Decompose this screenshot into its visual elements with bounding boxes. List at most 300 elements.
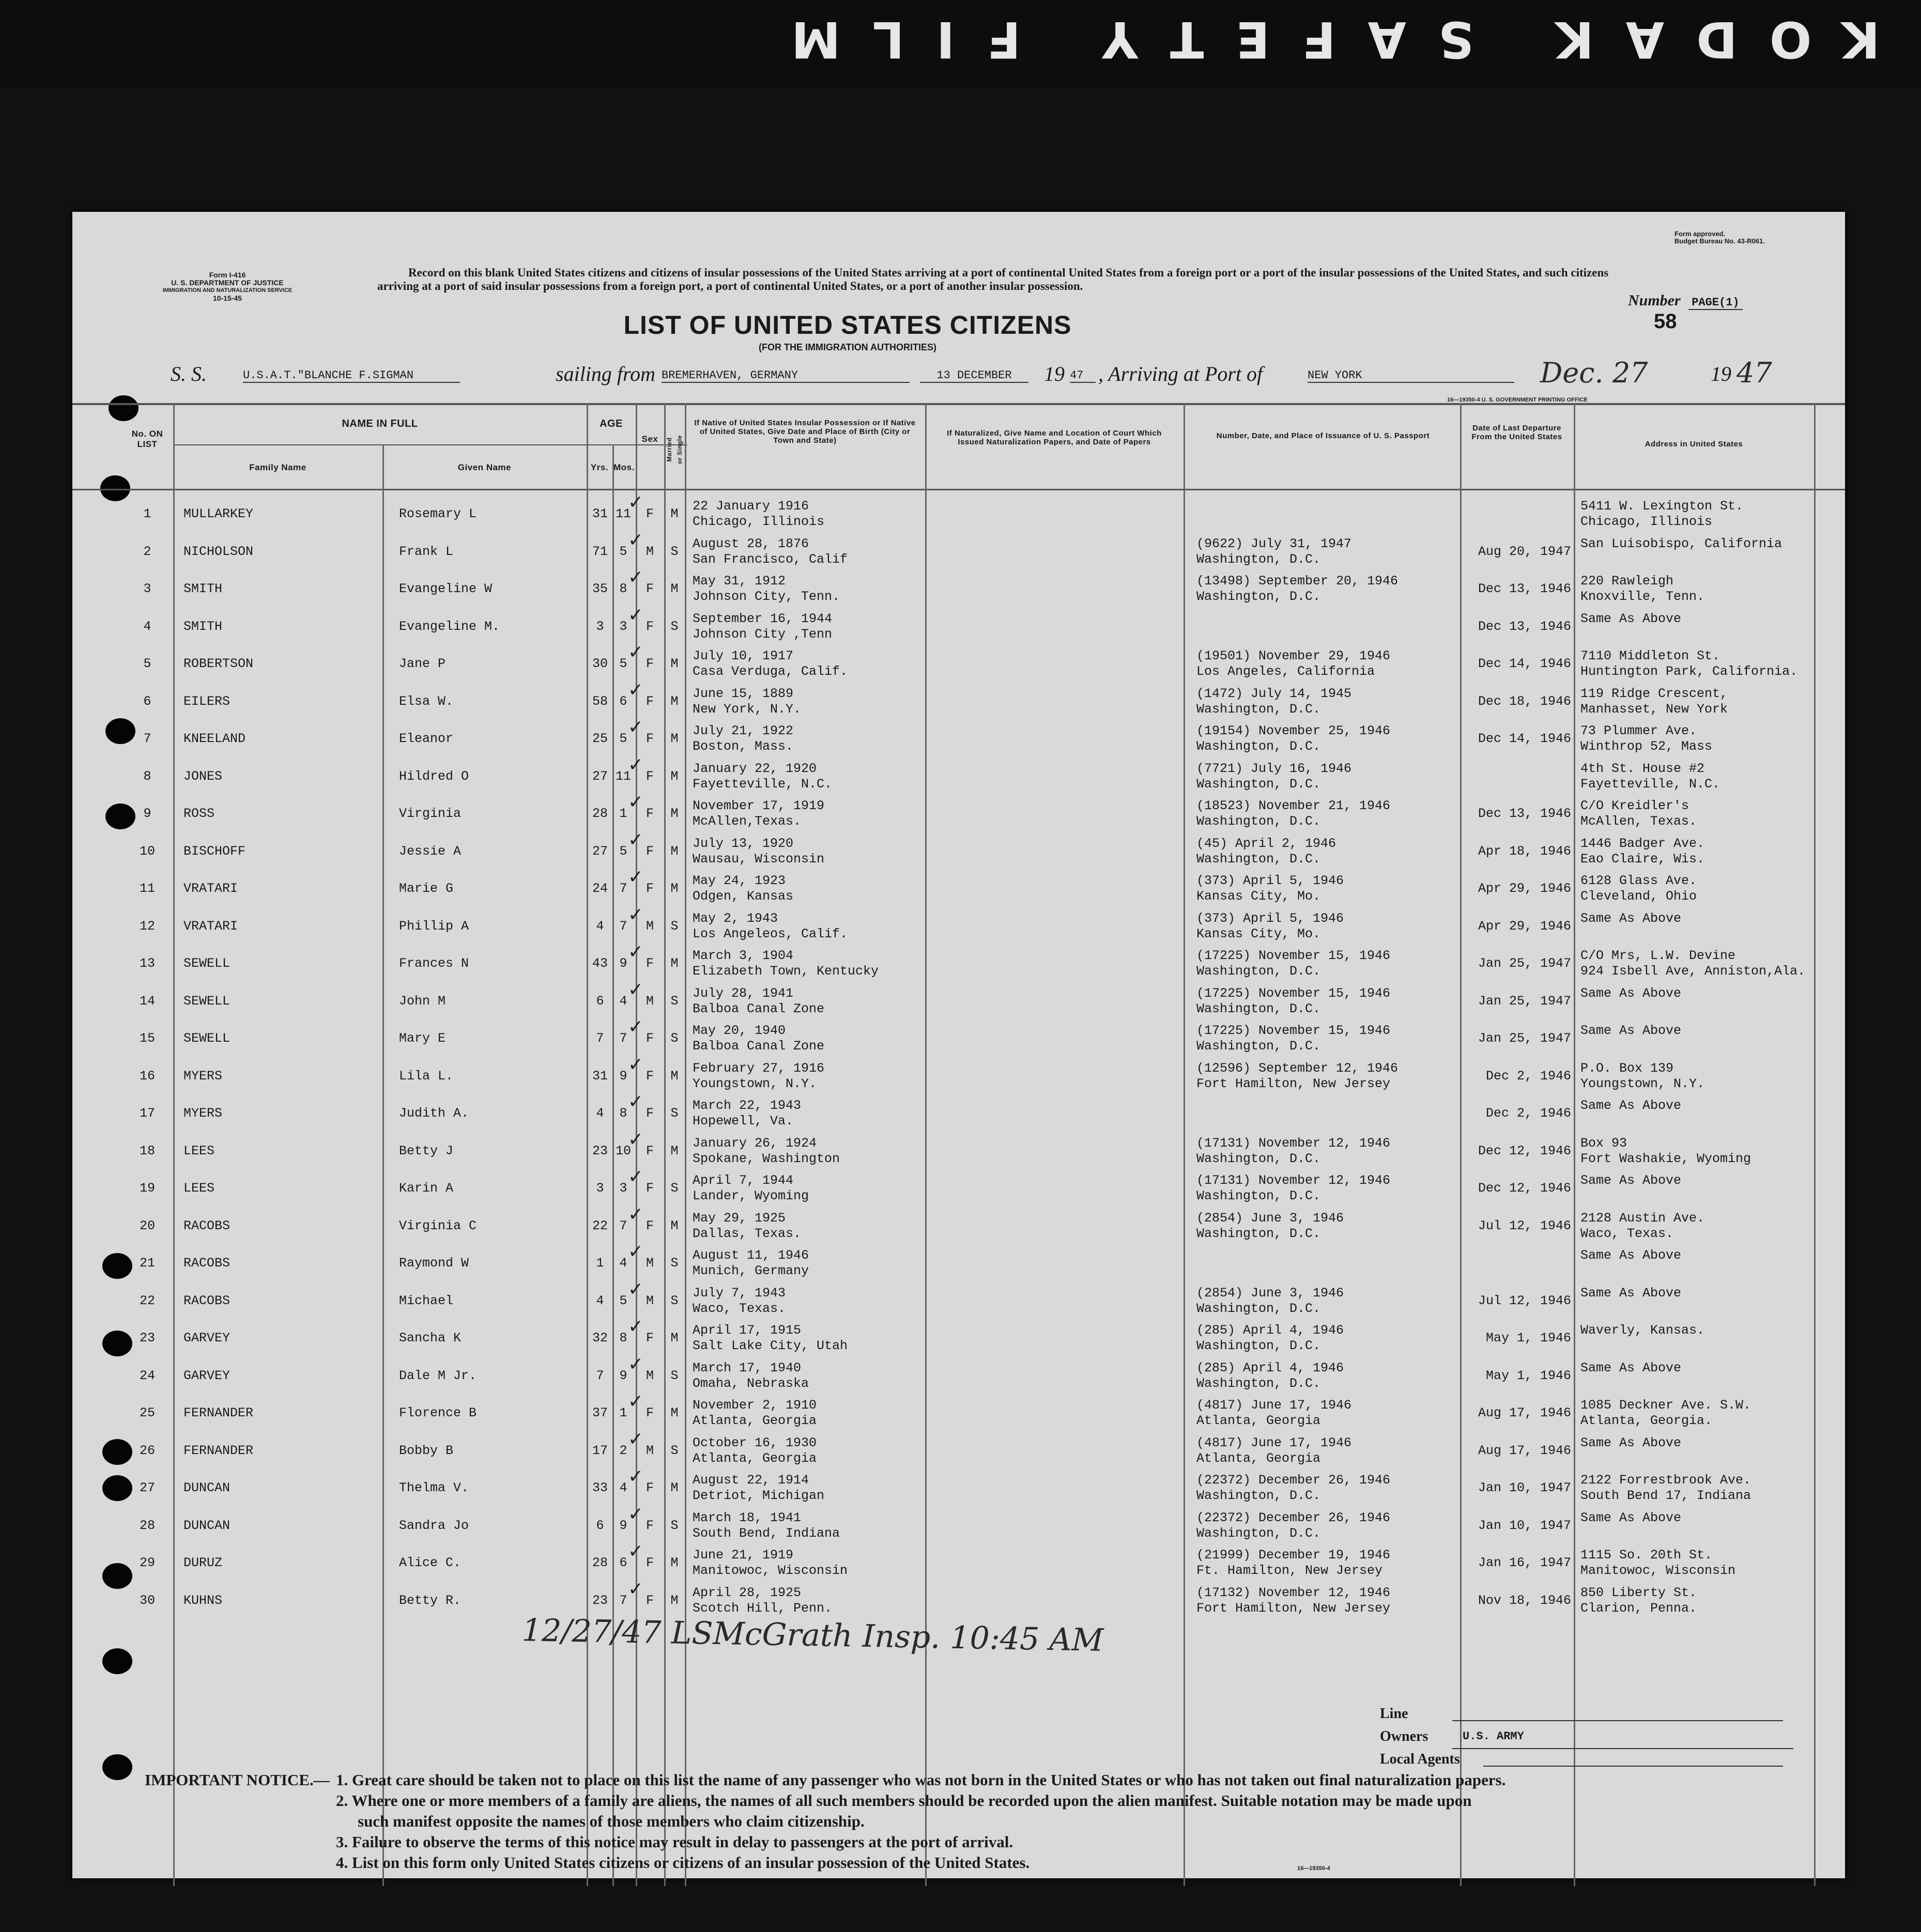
passport-info-line-1: (17225) November 15, 1946: [1196, 985, 1391, 1001]
passport-info-line-1: (17132) November 12, 1946: [1196, 1585, 1391, 1600]
printing-office-code: 16—19350-4 U. S. GOVERNMENT PRINTING OFFICE: [1447, 397, 1588, 403]
last-departure-date: Apr 18, 1946: [1478, 843, 1571, 859]
sailing-year: 47: [1070, 369, 1096, 383]
arrival-year: 47: [1736, 357, 1772, 389]
last-departure-date: Aug 17, 1946: [1478, 1443, 1571, 1458]
birth-date-place-line-2: Balboa Canal Zone: [693, 1039, 825, 1054]
last-departure-date: Jan 10, 1947: [1478, 1518, 1571, 1533]
passport-info-line-1: (2854) June 3, 1946: [1196, 1285, 1344, 1301]
row-number: 10: [139, 843, 155, 859]
us-address: [1580, 948, 1805, 979]
age-months: 2: [619, 1443, 627, 1458]
page-stamp: 58: [1654, 310, 1677, 333]
birth-date-place: [693, 574, 840, 605]
marital-status: S: [670, 1518, 679, 1533]
marital-status: M: [670, 731, 679, 746]
given-name: Hildred O: [399, 768, 469, 784]
punch-hole: [102, 1648, 132, 1674]
us-address: [1580, 1398, 1751, 1429]
row-number: 13: [139, 956, 155, 971]
age-years: 27: [592, 843, 608, 859]
arrival-year-prefix: 19: [1711, 362, 1731, 385]
passport-info-line-2: Washington, D.C.: [1196, 739, 1321, 754]
us-address: [1580, 798, 1697, 829]
header-months: Mos.: [613, 462, 635, 472]
passport-info: [1196, 1548, 1390, 1579]
family-name: LEES: [183, 1181, 215, 1196]
age-months: 4: [619, 1480, 627, 1495]
age-years: 7: [596, 1031, 604, 1046]
passport-info-line-1: (373) April 5, 1946: [1196, 910, 1344, 926]
age-years: 31: [592, 1068, 608, 1084]
birth-date-place-line-1: October 16, 1930: [693, 1435, 817, 1450]
table-row: [72, 1166, 1845, 1208]
birth-date-place-line-2: Detriot, Michigan: [693, 1488, 825, 1503]
age-months: 5: [619, 656, 627, 671]
family-name: VRATARI: [183, 881, 238, 896]
last-departure-date: Aug 20, 1947: [1478, 544, 1571, 559]
given-name: Florence B: [399, 1405, 477, 1420]
last-departure-date: Dec 13, 1946: [1478, 619, 1571, 634]
line-label: Line: [1380, 1706, 1408, 1722]
us-address: [1580, 1098, 1681, 1114]
birth-date-place-line-2: Balboa Canal Zone: [693, 1001, 825, 1016]
us-address: [1580, 1136, 1751, 1167]
marital-status: M: [670, 806, 679, 821]
table-row: [72, 754, 1845, 796]
arrival-port: NEW YORK: [1308, 369, 1514, 383]
us-address-line-1: P.O. Box 139: [1580, 1060, 1674, 1076]
marital-status: S: [670, 1106, 679, 1121]
age-months: 5: [619, 731, 627, 746]
table-row: [72, 1091, 1845, 1133]
table-row: [72, 1391, 1845, 1432]
row-number: 25: [139, 1405, 155, 1420]
birth-date-place-line-2: South Bend, Indiana: [693, 1525, 840, 1541]
passport-info-line-2: Washington, D.C.: [1196, 551, 1321, 567]
us-address-line-1: 1115 So. 20th St.: [1580, 1548, 1713, 1563]
birth-date-place-line-1: November 17, 1919: [693, 798, 825, 813]
us-address-line-1: Same As Above: [1580, 1285, 1682, 1301]
birth-date-place-line-2: McAllen,Texas.: [693, 814, 802, 829]
row-number: 21: [139, 1256, 155, 1271]
us-address: [1580, 986, 1681, 1001]
table-row: [72, 1578, 1845, 1620]
birth-date-place-line-1: August 22, 1914: [693, 1473, 809, 1488]
checkmark-icon: ✓: [628, 1578, 644, 1600]
checkmark-icon: ✓: [628, 1091, 644, 1112]
checkmark-icon: ✓: [628, 642, 644, 663]
family-name: RACOBS: [183, 1293, 230, 1308]
age-years: 6: [596, 1518, 604, 1533]
passport-info-line-2: Washington, D.C.: [1196, 1226, 1321, 1241]
number-label: Number: [1628, 292, 1681, 309]
passport-info: [1196, 1585, 1390, 1616]
birth-date-place-line-2: Omaha, Nebraska: [693, 1375, 809, 1391]
table-row: [72, 1503, 1845, 1545]
family-name: RACOBS: [183, 1218, 230, 1233]
last-departure-date: Nov 18, 1946: [1478, 1593, 1571, 1608]
table-row: [72, 567, 1845, 608]
table-row: [72, 1016, 1845, 1058]
birth-date-place-line-1: May 24, 1923: [693, 873, 786, 888]
given-name: Bobby B: [399, 1443, 454, 1458]
row-number: 26: [139, 1443, 155, 1458]
given-name: Karin A: [399, 1181, 454, 1196]
sex: M: [646, 993, 654, 1009]
table-row: [72, 1353, 1845, 1395]
row-number: 7: [143, 731, 151, 746]
birth-date-place-line-2: Salt Lake City, Utah: [693, 1338, 848, 1353]
us-address-line-2: Huntington Park, California.: [1580, 664, 1798, 679]
given-name: Betty J: [399, 1143, 454, 1158]
birth-date-place: [693, 986, 824, 1017]
family-name: SEWELL: [183, 956, 230, 971]
marital-status: S: [670, 1181, 679, 1196]
notice-1-text: 1. Great care should be taken not to place on this list the name of any passenger who was not born in the United States or who has not taken out final naturalization papers.: [336, 1771, 1506, 1789]
birth-date-place: [693, 499, 824, 530]
birth-date-place-line-2: Johnson City, Tenn.: [693, 589, 840, 604]
line-field: [1380, 1703, 1793, 1725]
family-name: VRATARI: [183, 918, 238, 934]
marital-status: M: [670, 1593, 679, 1608]
age-months: 11: [615, 768, 631, 784]
last-departure-date: Jul 12, 1946: [1478, 1293, 1571, 1308]
punch-hole: [109, 395, 139, 421]
approval-note: [1674, 230, 1765, 245]
birth-date-place-line-2: Elizabeth Town, Kentucky: [693, 964, 879, 979]
family-name: FERNANDER: [183, 1443, 254, 1458]
table-row: [72, 679, 1845, 721]
age-months: 5: [619, 843, 627, 859]
header-years: Yrs.: [590, 462, 609, 472]
marital-status: M: [670, 1555, 679, 1570]
age-years: 58: [592, 693, 608, 709]
header-name-in-full: NAME IN FULL: [342, 418, 418, 429]
given-name: Thelma V.: [399, 1480, 469, 1495]
local-agents-field: [1380, 1748, 1793, 1771]
table-row: [72, 529, 1845, 571]
age-years: 25: [592, 731, 608, 746]
marital-status: M: [670, 881, 679, 896]
passport-info-line-1: (285) April 4, 1946: [1196, 1360, 1344, 1375]
notice-4-text: 4. List on this form only United States citizens or citizens of an insular possession of the United States.: [336, 1853, 1030, 1872]
passport-info: [1196, 1136, 1390, 1167]
checkmark-icon: ✓: [628, 717, 644, 738]
passport-info-line-1: (17131) November 12, 1946: [1196, 1173, 1391, 1188]
age-months: 6: [619, 693, 627, 709]
us-address-line-2: Atlanta, Georgia.: [1580, 1413, 1713, 1428]
passport-info-line-1: (4817) June 17, 1946: [1196, 1398, 1352, 1413]
row-number: 4: [143, 619, 151, 634]
passport-info-line-1: (18523) November 21, 1946: [1196, 798, 1391, 813]
us-address-line-1: Same As Above: [1580, 910, 1682, 926]
age-years: 23: [592, 1593, 608, 1608]
marital-status: S: [670, 619, 679, 634]
table-row: [72, 1054, 1845, 1095]
checkmark-icon: ✓: [628, 1503, 644, 1525]
year-prefix: 19: [1044, 362, 1065, 385]
birth-date-place-line-1: July 7, 1943: [693, 1285, 786, 1301]
table-row: [72, 941, 1845, 983]
birth-date-place-line-2: Wausau, Wisconsin: [693, 851, 825, 867]
age-months: 7: [619, 918, 627, 934]
passport-info-line-1: (22372) December 26, 1946: [1196, 1473, 1391, 1488]
us-address-line-1: Same As Above: [1580, 1360, 1682, 1375]
birth-date-place: [693, 1585, 832, 1616]
age-months: 7: [619, 1031, 627, 1046]
table-row: [72, 717, 1845, 758]
age-months: 1: [619, 1405, 627, 1420]
birth-date-place: [693, 1023, 824, 1054]
us-address-line-1: Same As Above: [1580, 1435, 1682, 1450]
family-name: KNEELAND: [183, 731, 246, 746]
birth-date-place-line-2: Atlanta, Georgia: [693, 1450, 817, 1466]
us-address-line-2: Clarion, Penna.: [1580, 1600, 1697, 1616]
passport-info-line-1: (17225) November 15, 1946: [1196, 948, 1391, 963]
given-name: Judith A.: [399, 1106, 469, 1121]
birth-date-place: [693, 648, 848, 679]
checkmark-icon: ✓: [628, 1391, 644, 1412]
last-departure-date: May 1, 1946: [1485, 1368, 1571, 1383]
passport-info: [1196, 761, 1351, 792]
sex: M: [646, 1256, 654, 1271]
table-row: [72, 1541, 1845, 1582]
checkmark-icon: ✓: [628, 604, 644, 626]
age-months: 8: [619, 581, 627, 596]
passport-info-line-1: (2854) June 3, 1946: [1196, 1210, 1344, 1226]
us-address-line-2: South Bend 17, Indiana: [1580, 1488, 1751, 1503]
age-years: 7: [596, 1368, 604, 1383]
birth-date-place-line-2: Munich, Germany: [693, 1263, 809, 1278]
passport-info-line-2: Washington, D.C.: [1196, 1301, 1321, 1316]
form-intro: Record on this blank United States citizens and citizens of insular possessions of the United States arriving at a port of continental United States from a foreign port or a port of the insular possessions of the United States, and such citizens arriving at a port of said insular possessions from a foreign port, a port of continental United States, or a port of another insular possession.: [377, 266, 1609, 292]
sex: F: [646, 1518, 654, 1533]
age-months: 7: [619, 1593, 627, 1608]
last-departure-date: Jan 16, 1947: [1478, 1555, 1571, 1570]
marital-status: S: [670, 993, 679, 1009]
birth-date-place-line-2: New York, N.Y.: [693, 701, 802, 717]
birth-date-place-line-2: Spokane, Washington: [693, 1151, 840, 1166]
given-name: Mary E: [399, 1031, 446, 1046]
last-departure-date: Apr 29, 1946: [1478, 918, 1571, 934]
age-years: 1: [596, 1256, 604, 1271]
birth-date-place-line-2: Chicago, Illinois: [693, 514, 825, 529]
us-address: [1580, 574, 1704, 605]
passport-info: [1196, 1211, 1344, 1242]
important-notice: [145, 1770, 1830, 1873]
last-departure-date: Dec 18, 1946: [1478, 693, 1571, 709]
us-address: [1580, 723, 1712, 754]
given-name: Sancha K: [399, 1331, 462, 1346]
us-address-line-1: 73 Plummer Ave.: [1580, 723, 1697, 738]
us-address-line-1: San Luisobispo, California: [1580, 536, 1782, 551]
last-departure-date: Dec 13, 1946: [1478, 581, 1571, 596]
age-months: 3: [619, 619, 627, 634]
passport-info-line-2: Washington, D.C.: [1196, 1488, 1321, 1503]
form-date: 10-15-45: [212, 294, 242, 302]
us-address: [1580, 761, 1720, 792]
header-birth: If Native of United States Insular Possession or If Native of United States, Give Date and Place of Birth (City or Town and State): [694, 419, 916, 445]
ss-label: S. S.: [171, 362, 207, 385]
number-field: [1628, 292, 1743, 310]
family-name: SEWELL: [183, 993, 230, 1009]
us-address: [1580, 536, 1782, 552]
us-address-line-2: Waco, Texas.: [1580, 1226, 1674, 1241]
marital-status: M: [670, 1405, 679, 1420]
service-name: IMMIGRATION AND NATURALIZATION SERVICE: [162, 287, 293, 293]
age-months: 11: [615, 506, 631, 521]
passport-info-line-2: Ft. Hamilton, New Jersey: [1196, 1563, 1383, 1578]
age-years: 17: [592, 1443, 608, 1458]
header-address: Address in United States: [1645, 440, 1743, 449]
birth-date-place-line-1: June 21, 1919: [693, 1548, 794, 1563]
passport-info-line-1: (13498) September 20, 1946: [1196, 574, 1399, 589]
passport-info: [1196, 1361, 1344, 1392]
us-address: [1580, 836, 1704, 867]
passport-info-line-2: Los Angeles, California: [1196, 664, 1375, 679]
checkmark-icon: ✓: [628, 1054, 644, 1075]
age-years: 28: [592, 1555, 608, 1570]
us-address-line-1: 1446 Badger Ave.: [1580, 836, 1705, 851]
sex: F: [646, 843, 654, 859]
age-years: 3: [596, 619, 604, 634]
birth-date-place-line-1: March 18, 1941: [693, 1510, 802, 1525]
age-months: 8: [619, 1106, 627, 1121]
row-number: 14: [139, 993, 155, 1009]
us-address: [1580, 686, 1728, 717]
us-address-line-1: Same As Above: [1580, 1248, 1682, 1263]
passport-info: [1196, 723, 1390, 754]
marital-status: S: [670, 1293, 679, 1308]
manifest-page: [72, 212, 1845, 1878]
us-address-line-1: Same As Above: [1580, 1098, 1682, 1113]
departure-port: BREMERHAVEN, GERMANY: [662, 369, 910, 383]
age-years: 6: [596, 993, 604, 1009]
us-address: [1580, 1510, 1681, 1526]
table-row: [72, 1428, 1845, 1470]
passport-info: [1196, 986, 1390, 1017]
notice-3-text: 3. Failure to observe the terms of this notice may result in delay to passengers at the port of arrival.: [336, 1833, 1013, 1851]
table-row: [72, 1203, 1845, 1245]
row-number: 12: [139, 918, 155, 934]
marital-status: S: [670, 1443, 679, 1458]
birth-date-place-line-1: February 27, 1916: [693, 1060, 825, 1076]
marital-status: S: [670, 918, 679, 934]
age-months: 7: [619, 881, 627, 896]
given-name: Michael: [399, 1293, 454, 1308]
checkmark-icon: ✓: [628, 1203, 644, 1225]
page-number-value: PAGE(1): [1688, 296, 1742, 310]
us-address: [1580, 1211, 1704, 1242]
birth-date-place-line-2: Manitowoc, Wisconsin: [693, 1563, 848, 1578]
header-given-name: Given Name: [457, 462, 512, 472]
passport-info: [1196, 1435, 1351, 1466]
us-address-line-2: Chicago, Illinois: [1580, 514, 1713, 529]
checkmark-icon: ✓: [628, 679, 644, 701]
passport-info-line-1: (17131) November 12, 1946: [1196, 1135, 1391, 1151]
birth-date-place-line-1: August 11, 1946: [693, 1248, 809, 1263]
family-name: DURUZ: [183, 1555, 223, 1570]
given-name: Phillip A: [399, 918, 469, 934]
agents-blank: [1483, 1766, 1783, 1767]
row-number: 17: [139, 1106, 155, 1121]
age-months: 1: [619, 806, 627, 821]
birth-date-place-line-1: April 7, 1944: [693, 1173, 794, 1188]
age-months: 9: [619, 1368, 627, 1383]
given-name: Sandra Jo: [399, 1518, 469, 1533]
birth-date-place-line-2: Fayetteville, N.C.: [693, 776, 833, 792]
row-number: 16: [139, 1068, 155, 1084]
last-departure-date: Jan 25, 1947: [1478, 993, 1571, 1009]
passport-info-line-1: (21999) December 19, 1946: [1196, 1548, 1391, 1563]
us-address-line-1: 7110 Middleton St.: [1580, 648, 1720, 663]
us-address-line-1: 850 Liberty St.: [1580, 1585, 1697, 1600]
checkmark-icon: ✓: [628, 1166, 644, 1187]
owners-label: Owners: [1380, 1728, 1428, 1744]
row-number: 2: [143, 544, 151, 559]
us-address: [1580, 911, 1681, 926]
sex: F: [646, 1143, 654, 1158]
age-months: 5: [619, 544, 627, 559]
birth-date-place: [693, 1548, 848, 1579]
checkmark-icon: ✓: [628, 567, 644, 588]
table-top-rule: [72, 403, 1845, 405]
last-departure-date: Dec 13, 1946: [1478, 806, 1571, 821]
marital-status: S: [670, 1031, 679, 1046]
row-number: 20: [139, 1218, 155, 1233]
age-years: 71: [592, 544, 608, 559]
passport-info-line-2: Washington, D.C.: [1196, 589, 1321, 604]
passport-info-line-1: (285) April 4, 1946: [1196, 1323, 1344, 1338]
owners-value: U.S. ARMY: [1452, 1725, 1793, 1749]
marital-status: S: [670, 544, 679, 559]
passport-info-line-1: (45) April 2, 1946: [1196, 836, 1336, 851]
birth-date-place-line-1: September 16, 1944: [693, 611, 833, 626]
marital-status: M: [670, 1068, 679, 1084]
checkmark-icon: ✓: [628, 1129, 644, 1150]
us-address-line-1: 2122 Forrestbrook Ave.: [1580, 1473, 1751, 1488]
notice-2-text: 2. Where one or more members of a family are aliens, the names of all such members should be recorded upon the alien manifest. Suitable notation may be made upon: [336, 1791, 1472, 1810]
given-name: Evangeline M.: [399, 619, 500, 634]
passport-info-line-2: Washington, D.C.: [1196, 851, 1321, 867]
us-address-line-1: Same As Above: [1580, 1510, 1682, 1525]
us-address-line-2: Manhasset, New York: [1580, 701, 1728, 717]
sex: F: [646, 1405, 654, 1420]
us-address: [1580, 873, 1697, 904]
last-departure-date: Dec 12, 1946: [1478, 1181, 1571, 1196]
given-name: Evangeline W: [399, 581, 493, 596]
table-row: [72, 1129, 1845, 1170]
passport-info: [1196, 648, 1390, 679]
birth-date-place: [693, 1211, 801, 1242]
family-name: SMITH: [183, 619, 223, 634]
checkmark-icon: ✓: [628, 1241, 644, 1262]
age-years: 43: [592, 956, 608, 971]
passport-info-line-1: (1472) July 14, 1945: [1196, 686, 1352, 701]
age-years: 4: [596, 1293, 604, 1308]
row-number: 3: [143, 581, 151, 596]
birth-date-place: [693, 1248, 809, 1279]
checkmark-icon: ✓: [628, 1541, 644, 1562]
checkmark-icon: ✓: [628, 904, 644, 925]
last-departure-date: Dec 14, 1946: [1478, 656, 1571, 671]
table-row: [72, 904, 1845, 946]
row-number: 28: [139, 1518, 155, 1533]
passport-info-line-1: (12596) September 12, 1946: [1196, 1060, 1399, 1076]
passport-info: [1196, 1173, 1390, 1204]
table-row: [72, 1316, 1845, 1357]
